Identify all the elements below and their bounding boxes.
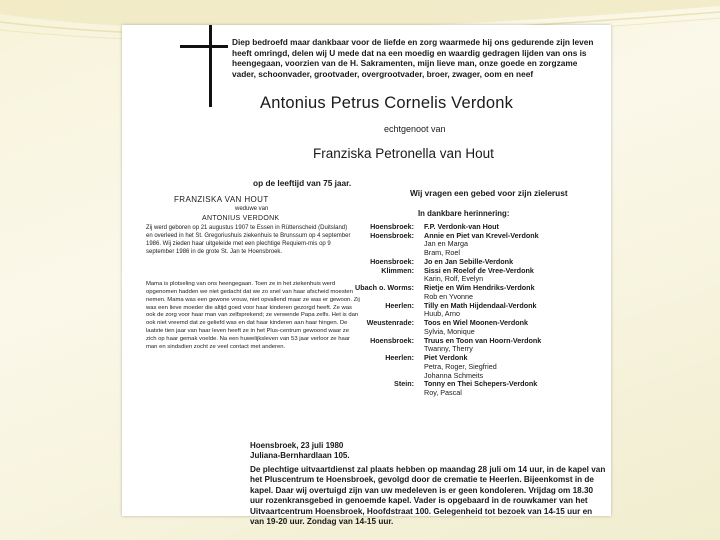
spouse-label: echtgenoot van [384, 124, 446, 134]
family-row [334, 301, 604, 310]
closing-address: Juliana-Bernhardlaan 105. [250, 451, 350, 460]
family-row [334, 222, 604, 231]
family-names: Huub, Arno [424, 309, 460, 319]
family-names: Jan en Marga [424, 239, 468, 249]
family-row [334, 283, 604, 292]
family-place: Heerlen: [385, 300, 414, 310]
family-row [334, 327, 604, 336]
funeral-text: De plechtige uitvaartdienst zal plaats hebben op maandag 28 juli om 14 uur, in de kapel van het Pluscentrum te Hoensbroek, gevolgd door de crematie te Heerlen. Bijeenkomst in de kapel. Daar wij overtuigd zijn van uw medeleven is er geen kondoleren. Vrijdag om 18.30 uur rozenkransgebed in genoemde kapel. Vader is opgebaard in de rouwkamer van het Uitvaartcentrum Hoensbroek, Hoofdstraat 100. Gelegenheid tot bezoek van 14-15 uur en van 19-20 uur. Zondag van 14-15 uur. [250, 465, 606, 527]
family-row [334, 292, 604, 301]
family-row [334, 318, 604, 327]
family-row [334, 266, 604, 275]
clipping-tribute: Mama is plotseling van ons heengegaan. Toen ze in het ziekenhuis werd opgenomen hadden we niet gedacht dat we zo snel van haar afscheid moesten nemen. Mama was een gewone vrouw, niet opvallend maar ze was er gewoon. Zij was een lieve moeder die altijd goed voor haar kinderen gezorgd heeft. Ze was ook de zorg voor haar man van zelfsprekend; ze verwende Papa zelfs. Het is dan ook niet vreemd dat ze geliefd was en dat haar kinderen aan haar hingen. De laatste tien jaar van haar leven heeft ze in het Plus-centrum gewoond waar ze zich op haar gemak voelde. Na een huwelijksleven van 53 jaar verloor ze haar man en sindsdien zocht ze veel contact met anderen. [146, 281, 360, 350]
clipping-bio: Zij werd geboren op 21 augustus 1907 te Essen in Rüttenscheid (Duitsland) en overleed in het St. Gregoriushuis ziekenhuis te Brunssum op 4 september 1986. Wij zieden haar uitgeleide met een plechtige Requiem-mis op 9 september 1986 in de grote St. Jan te Hoensbroek. [146, 225, 351, 256]
family-place: Hoensbroek: [370, 221, 414, 231]
family-names: Toos en Wiel Moonen-Verdonk [424, 318, 529, 328]
family-row [334, 362, 604, 371]
clipping-name: FRANZISKA VAN HOUT [174, 195, 269, 204]
family-names: Sylvia, Monique [424, 326, 475, 336]
family-names: Johanna Schmeits [424, 370, 484, 380]
closing-place-date: Hoensbroek, 23 juli 1980 [250, 441, 344, 450]
family-names: F.P. Verdonk-van Hout [424, 221, 499, 231]
family-row [334, 240, 604, 249]
family-place: Klimmen: [381, 265, 414, 275]
spouse-name: Franziska Petronella van Hout [313, 146, 494, 161]
family-place: Heerlen: [385, 353, 414, 363]
family-place: Ubach o. Worms: [355, 283, 414, 293]
family-row [334, 380, 604, 389]
family-row [334, 231, 604, 240]
family-row [334, 371, 604, 380]
family-row [334, 257, 604, 266]
cross-icon [209, 25, 212, 107]
family-names: Jo en Jan Sebille-Verdonk [424, 256, 514, 266]
family-row [334, 353, 604, 362]
cross-icon-bar [180, 45, 228, 48]
clipping-husband: ANTONIUS VERDONK [202, 215, 280, 222]
family-names: Tonny en Thei Schepers-Verdonk [424, 379, 538, 389]
family-row [334, 248, 604, 257]
family-row [334, 310, 604, 319]
family-place: Stein: [394, 379, 414, 389]
family-row [334, 345, 604, 354]
family-names: Rietje en Wim Hendriks-Verdonk [424, 283, 535, 293]
family-place: Weustenrade: [366, 318, 414, 328]
intro-text: Diep bedroefd maar dankbaar voor de liefde en zorg waarmede hij ons gedurende zijn leven heeft omringd, delen wij U mede dat na een moedig en waardig gedragen lijden van ons is heengegaan, voorzien van de H. Sakramenten, mijn lieve man, onze goede en zorgzame vader, schoonvader, grootvader, overgrootvader, broer, zwager, oom en neef [232, 37, 594, 79]
family-row [334, 275, 604, 284]
family-names: Bram, Roel [424, 248, 460, 258]
family-names: Roy, Pascal [424, 388, 462, 398]
prayer-request: Wij vragen een gebed voor zijn zielerust [410, 188, 568, 198]
family-names: Sissi en Roelof de Vree-Verdonk [424, 265, 534, 275]
family-names: Piet Verdonk [424, 353, 468, 363]
family-names: Truus en Toon van Hoorn-Verdonk [424, 335, 542, 345]
family-names: Petra, Roger, Siegfried [424, 361, 497, 371]
family-row [334, 336, 604, 345]
family-list [334, 222, 604, 397]
family-place: Hoensbroek: [370, 230, 414, 240]
family-names: Karin, Rolf, Evelyn [424, 274, 484, 284]
family-names: Rob en Yvonne [424, 291, 474, 301]
family-place: Hoensbroek: [370, 335, 414, 345]
thanks-line: In dankbare herinnering: [418, 209, 510, 218]
age-line: op de leeftijd van 75 jaar. [253, 178, 352, 188]
family-row [334, 388, 604, 397]
deceased-name: Antonius Petrus Cornelis Verdonk [260, 94, 514, 112]
family-names: Tilly en Math Hijdendaal-Verdonk [424, 300, 537, 310]
family-names: Annie en Piet van Krevel-Verdonk [424, 230, 539, 240]
family-names: Twanny, Therry [424, 344, 473, 354]
closing [250, 441, 350, 461]
mourning-card [122, 25, 611, 527]
family-place: Hoensbroek: [370, 256, 414, 266]
clipping-widow-label: weduwe van [235, 206, 269, 212]
